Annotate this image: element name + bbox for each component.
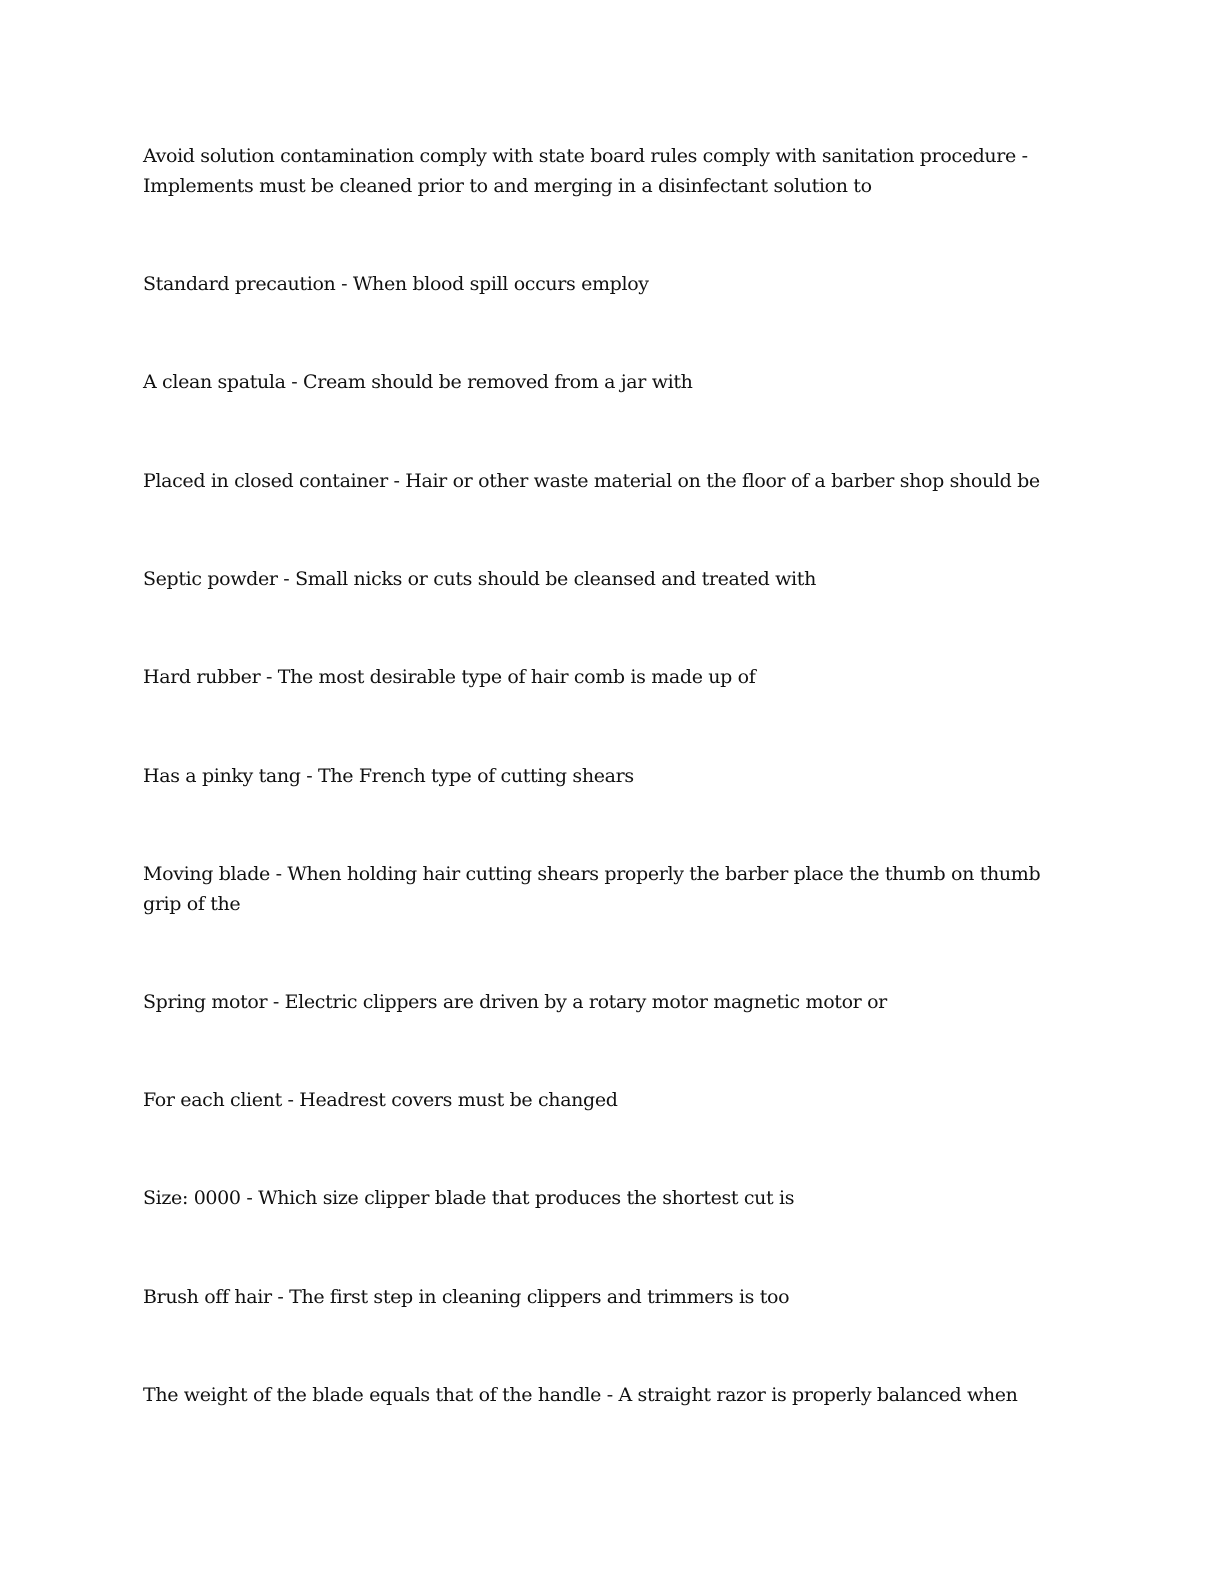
flashcard-entry: Placed in closed container - Hair or other waste material on the floor of a barber shop should be: [143, 470, 1040, 492]
flashcard-entry: Septic powder - Small nicks or cuts should be cleansed and treated with: [143, 568, 816, 590]
flashcard-entry: Avoid solution contamination comply with state board rules comply with sanitation procedure - Implements must be cleaned prior to and merging in a disinfectant solution to: [143, 145, 1028, 197]
flashcard-entry: Has a pinky tang - The French type of cutting shears: [143, 765, 634, 787]
flashcard-entry: Size: 0000 - Which size clipper blade that produces the shortest cut is: [143, 1187, 795, 1209]
flashcard-entry: A clean spatula - Cream should be removed from a jar with: [143, 371, 693, 393]
flashcard-entry: Brush off hair - The first step in cleaning clippers and trimmers is too: [143, 1286, 790, 1308]
flashcard-entry: Hard rubber - The most desirable type of hair comb is made up of: [143, 666, 756, 688]
flashcard-entry: The weight of the blade equals that of the handle - A straight razor is properly balanced when: [143, 1384, 1018, 1406]
flashcard-entry: Standard precaution - When blood spill occurs employ: [143, 273, 649, 295]
flashcard-entry: For each client - Headrest covers must be changed: [143, 1089, 618, 1111]
flashcard-entry: Spring motor - Electric clippers are driven by a rotary motor magnetic motor or: [143, 991, 887, 1013]
flashcard-entry: Moving blade - When holding hair cutting shears properly the barber place the thumb on thumb grip of the: [143, 863, 1041, 915]
